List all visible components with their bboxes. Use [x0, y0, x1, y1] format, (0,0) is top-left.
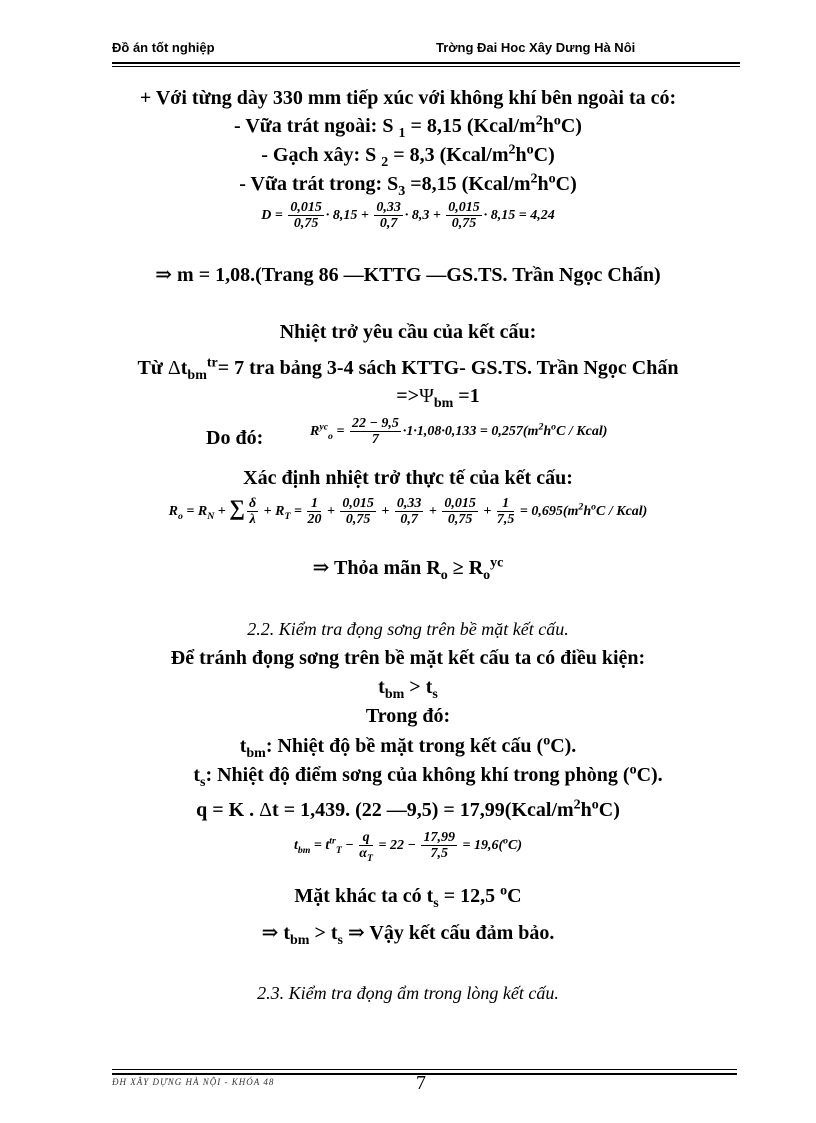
implies-arrow-icon: ⇒ — [342, 922, 365, 944]
ts-line: Mặt khác ta có $t_s = 12,5$ $^o$C — [294, 883, 522, 911]
inner-plaster-line: - Vữa trát trong: $S_3 =8,15$ $(Kcal/m^2h^oC)$ — [239, 171, 577, 199]
trong-do-label: Trong đó: — [365, 705, 451, 727]
footer-rule — [112, 1069, 737, 1070]
header-rule — [112, 62, 740, 64]
satisfy-line: ⇒ Thỏa mãn $R_o \ge R_o^{yc}$ — [312, 555, 504, 583]
page-number: 7 — [416, 1072, 426, 1094]
table-lookup-line: Từ $\Delta t_{bm}^{tr}= 7$ tra bảng 3-4 sách KTTG- GS.TS. Trần Ngọc Chấn — [137, 355, 679, 383]
actual-resistance-title: Xác định nhiệt trở thực tế của kết cấu: — [243, 467, 573, 489]
conclusion-line: ⇒ $t_{bm} > t_s$ ⇒ Vậy kết cấu đảm bảo. — [261, 922, 555, 948]
required-resistance-title: Nhiệt trở yêu cầu của kết cấu: — [279, 321, 537, 343]
definition-tbm: $t_{bm}$: Nhiệt độ bề mặt trong kết cấu ($^o$C). — [239, 733, 577, 761]
formula-d: D = $\frac{0,015}{0,75}$ · 8,15 + $\frac{0,33}{0,7}$ · 8,3 + $\frac{0,015}{0,75}$ · 8,15 = 4,24 — [261, 200, 555, 232]
formula-required-r: $R^{yc}_o$ = $\frac{22 - 9,5}{7}$ $\cdot 1\cdot 1,08\cdot 0,133 = 0,257(m^2h^oC$ / Kcal) — [310, 416, 608, 448]
section-2-2-heading: 2.2. Kiểm tra đọng sơng trên bề mặt kết cấu. — [247, 619, 569, 639]
section-2-3-heading: 2.3. Kiểm tra đọng ẩm trong lòng kết cấu. — [257, 983, 559, 1003]
psi-line: $=>\Psi_{bm} =1$ — [396, 385, 480, 411]
header-right-title: Trờng Đai Hoc Xây Dưng Hà Nôi — [436, 40, 636, 55]
formula-tbm: $t_{bm} = t^{tr}_T$ − $\frac{q}{\alpha_T}$ = 22 − $\frac{17,99}{7,5}$ = 19,6($^o$C) — [293, 830, 523, 865]
condition-line: $t_{bm} > t_s$ — [378, 676, 438, 702]
condensation-intro: Để tránh đọng sơng trên bề mặt kết cấu ta có điều kiện: — [170, 647, 646, 669]
formula-actual-r: $R_o = R_N$ + ∑ $\frac{\delta}{\lambda}$ + $R_T$ = $\frac{1}{20}$ + $\frac{0,015}{0,75}$ + $\frac{0,33}{0,7}$ + $\frac{0,015}{0,75}$ + $\frac{1}{7,5}$ = $0,695(m^2h^oC$ / Kcal) — [168, 495, 648, 528]
layer-intro: + Với từng dày 330 mm tiếp xúc với không khí bên ngoài ta có: — [139, 87, 677, 109]
footer-text: ĐH XÂY DỰNG HÀ NỘI - KHÓA 48 — [112, 1077, 275, 1087]
brick-line: - Gạch xây: S $_2$ = 8,3 $(Kcal/m^2h^oC)$ — [261, 142, 555, 170]
implies-arrow-icon: ⇒ — [155, 264, 173, 286]
m-coefficient-line: ⇒ m = 1,08.(Trang 86 —KTTG —GS.TS. Trần Ngọc Chấn) — [155, 264, 661, 286]
implies-arrow-icon: ⇒ — [261, 922, 279, 944]
header-rule-thin — [112, 66, 740, 67]
outer-plaster-line: - Vữa trát ngoài: S $_1$ = 8,15 $(Kcal/m^2h^oC)$ — [234, 113, 582, 141]
definition-ts: $t_s$: Nhiệt độ điểm sơng của không khí trong phòng ($^o$C). — [193, 762, 663, 790]
do-do-label: Do đó: — [206, 427, 264, 449]
header-left-title: Đồ án tốt nghiệp — [112, 40, 215, 55]
implies-arrow-icon: ⇒ — [312, 557, 330, 579]
q-line: q = K . Δt = 1,439. (22 —9,5) = $17,99(Kcal/m^2h^oC)$ — [196, 797, 620, 821]
